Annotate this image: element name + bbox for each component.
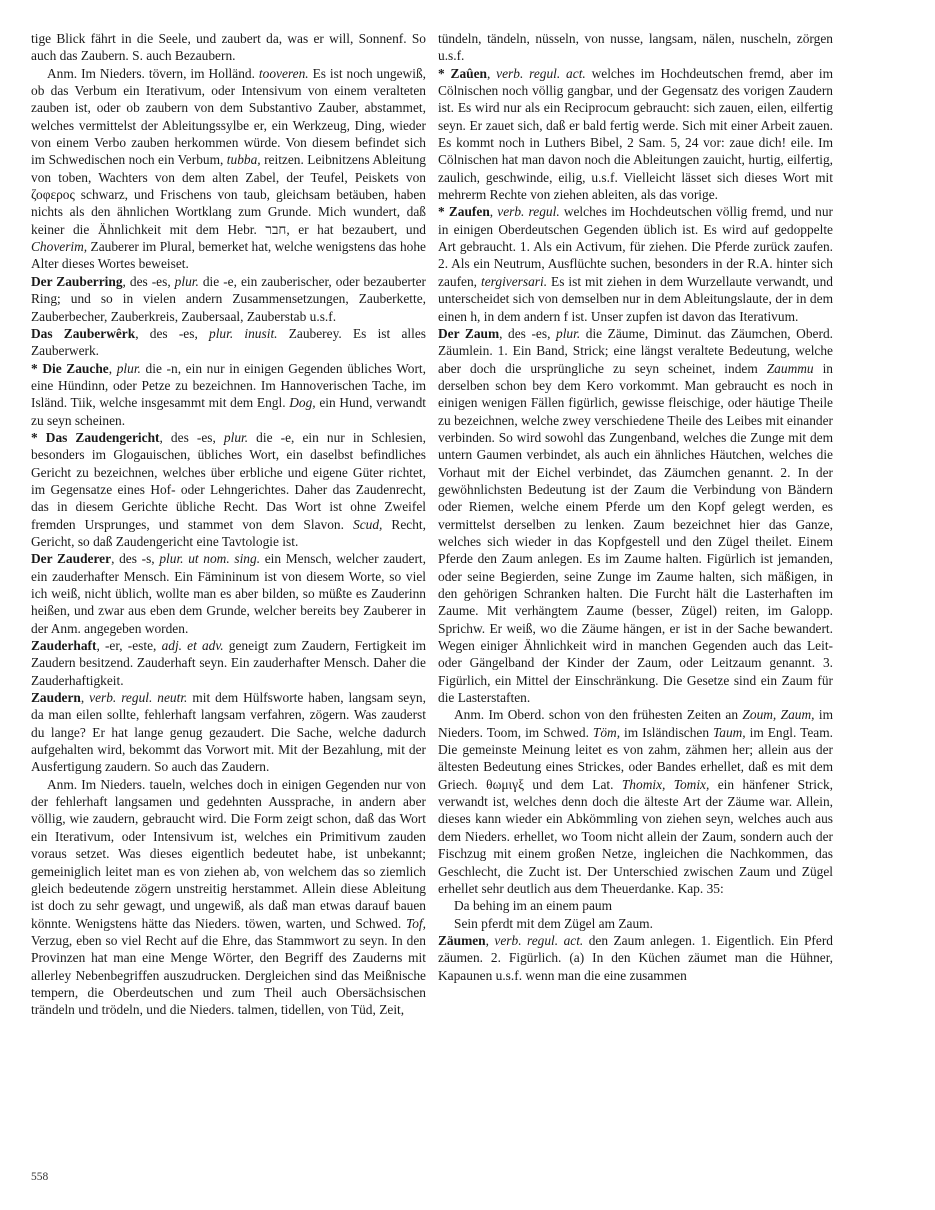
- dictionary-entry: * Zaûen, verb. regul. act. welches im Hochdeutschen fremd, aber im Cölnischen noch völlig gangbar, und der Gegensatz des vorigen Zaudern ist. Es wird nur als ein Reciprocum gebraucht: sich zauen, eilen, eilfertig seyn. Er zauet sich, daß er bald fertig werde. Sich mit einer Arbeit zauen. Es kommt noch in Luthers Bibel, 2 Sam. 5, 24 vor: zaue dich! eile. Im Cölnischen hat man davon noch die Ableitungen zauicht, hurtig, eilfertig, zaulich, geschwinde, eilig, u.s.f. Vielleicht lässet sich dieses Wort mit mehrerm Rechte von ziehen ableiten, als das vorige.: [438, 65, 833, 203]
- dictionary-entry: Zaudern, verb. regul. neutr. mit dem Hülfsworte haben, langsam seyn, da man eilen sollte, fehlerhaft langsam verfahren, zögern. Was zauderst du lange? Er hat lange genug gezaudert. Die Sache, welche dadurch aufgehalten wird, bekommt das Vorwort mit. Mit der Bezahlung, mit der Ausfertigung zaudern. So auch das Zaudern.: [31, 690, 426, 775]
- right-column: [438, 30, 833, 984]
- page-number: 558: [31, 1171, 49, 1183]
- dictionary-entry: Zauderhaft, -er, -este, adj. et adv. geneigt zum Zaudern, Fertigkeit im Zaudern besitzend. Zauderhaft seyn. Ein zauderhafter Mensch. Daher die Zauderhaftigkeit.: [31, 638, 426, 688]
- paragraph: tündeln, tändeln, nüsseln, von nusse, langsam, nälen, nuscheln, zörgen u.s.f.: [438, 31, 833, 64]
- dictionary-entry: Der Zauberring, des -es, plur. die -e, ein zauberischer, oder bezauberter Ring; und so in vielen andern Zusammensetzungen, Zauberkette, Zauberbecher, Zauberkreis, Zaubersaal, Zauberstab u.s.f.: [31, 273, 426, 324]
- paragraph: tige Blick fährt in die Seele, und zaubert da, was er will, Sonnenf. So auch das Zaubern. S. auch Bezaubern.: [31, 31, 426, 64]
- left-column: [31, 30, 426, 1019]
- dictionary-entry: * Das Zaudengericht, des -es, plur. die -e, ein nur in Schlesien, besonders im Glogauischen, übliches Wort, ein daselbst befindliches Gericht zu bezeichnen, welches über erbliche und eigene Güter richtet, im Gegensatze eines Hof- oder Lehngerichtes. Daher das Zaudenrecht, das in diesem Gerichte übliche Recht. Das Wort ist ohne Zweifel fremden Ursprunges, und stammet von dem Slavon. Scud, Recht, Gericht, so daß Zaudengericht eine Tavtologie ist.: [31, 429, 426, 549]
- dictionary-entry: * Die Zauche, plur. die -n, ein nur in einigen Gegenden übliches Wort, eine Hündinn, oder Petze zu bezeichnen. Im Hannoverischen Tache, im Isländ. Tiik, welche insgesammt mit dem Engl. Dog, ein Hund, verwandt zu seyn scheinen.: [31, 360, 427, 428]
- dictionary-entry: * Zaufen, verb. regul. welches im Hochdeutschen völlig fremd, und nur in einigen Oberdeutschen Gegenden üblich ist. Es wird auf gedoppelte Art gebraucht. 1. Als ein Activum, für ziehen. Die Pferde zurück zaufen. 2. Als ein Neutrum, Ausflüchte suchen, besonders in der R.A. hinter sich zaufen, tergiversari. Es ist mit ziehen in dem Wurzellaute verwandt, und unterscheidet sich von demselben nur in dem Ableitungslaute, der in dem einen h, in dem andern f ist. Unser zupfen ist davon das Iterativum.: [438, 204, 833, 324]
- paragraph: Anm. Im Nieders. taueln, welches doch in einigen Gegenden nur von der fehlerhaft langsamen und gedehnten Aussprache, in andern aber völlig, wie zaudern, gebraucht wird. Die Form zeigt schon, daß das Wort ein Iterativum, oder Intensivum ist, welches ein Primitivum zauden voraus setzet. Was dieses eigentlich bedeutet habe, ist unbekannt; gemeiniglich leitet man es von ziehen ab, von welchem das so ziemlich gleich bedeutende zögern unstreitig herstammet. Allein diese Ableitung ist doch zu sehr gewagt, und ungewiß, als daß man etwas darauf bauen könnte. Wenigstens hätte das Nieders. töwen, warten, und Schwed. Tof, Verzug, eben so viel Recht auf die Ehre, das Stammwort zu seyn. In den Provinzen hat man eine Menge Wörter, den Begriff des Zauderns mit allerley Nebenbegriffen auszudrucken. Dergleichen sind das Meißnische tempern, die Oberdeutschen und zum Theil auch Obersächsischen trändeln und trödeln, und die Nieders. talmen, tidellen, von Tüd, Zeit,: [31, 776, 426, 1018]
- verse-line: Da behing im an einem paum: [454, 898, 613, 914]
- verse-line: Sein pferdt mit dem Zügel am Zaum.: [454, 915, 653, 931]
- paragraph: Anm. Im Nieders. tövern, im Holländ. tooveren. Es ist noch ungewiß, ob das Verbum ein Iterativum, oder Intensivum von einem veralteten zauben ist, oder ob zaubern von dem Substantivo Zauber, abstammet, welches vermittelst der Ableitungssylbe er, ein Werkzeug, Ding, wieder von einem Verbo zauben herkommen würde. Von diesem befindet sich im Schwedischen noch ein Verbum, tubba, reitzen. Leibnitzens Ableitung von toben, Wachters von dem alten Zabel, der Teufel, Peiskets von ζοφερος schwarz, und Frischens von taub, gleichsam betäuben, haben nichts als den ähnlichen Wortklang zum Grunde. Mich wundert, daß keiner die Ähnlichkeit mit dem Hebr. חבר, er hat bezaubert, und Choverim, Zauberer im Plural, bemerket hat, welche wenigstens das hohe Alter dieses Wortes beweiset.: [31, 65, 426, 272]
- paragraph: Anm. Im Oberd. schon von den frühesten Zeiten an Zoum, Zaum, im Nieders. Toom, im Schwed. Töm, im Isländischen Taum, im Engl. Team. Die gemeinste Meinung leitet es von zahm, zähmen her; allein aus der ältesten Bedeutung eines Strickes, oder Bandes erhellet, daß es mit dem Griech. θωμιγξ und dem Lat. Thomix, Tomix, ein hänfener Strick, verwandt ist, welches denn doch die älteste Art der Zäume war. Allein, dieses kann wieder ein Abkömmling von ziehen seyn, welches auch aus dem Nieders. erhellet, wo Toom nicht allein der Zaum, sondern auch der Fischzug mit einem großen Netze, ingleichen die Nachkommen, das Geschlecht, die Zucht ist. Der Unterschied zwischen Zaum und Zügel erhellet sehr deutlich aus dem Theuerdanke. Kap. 35:: [438, 707, 833, 896]
- dictionary-entry: Der Zauderer, des -s, plur. ut nom. sing. ein Mensch, welcher zaudert, ein zauderhafter Mensch. Ein Fämininum ist von diesem Worte, so viel ich weiß, nicht üblich, wollte man es aber bilden, so müßte es Zauderinn heißen, und zwar aus eben dem Grunde, welcher bereits bey Zauberer in der Anm. angegeben worden.: [31, 551, 426, 636]
- dictionary-entry: Der Zaum, des -es, plur. die Zäume, Diminut. das Zäumchen, Oberd. Zäumlein. 1. Ein Band, Strick; eine längst veraltete Bedeutung, welche aber doch die ursprüngliche zu seyn scheinet, indem Zaummu in derselben schon bey dem Kero vorkommt. Man gebraucht es noch in einigen wenigen Fällen figürlich, gewisse fleischige, oder häutige Theile zu bezeichnen, welche zwey verschiedene Theile des Leibes mit einander verbinden. So wird sowohl das Zungenband, welches die Zunge mit dem untern Gaumen verbindet, als auch ein ähnliches Häutchen, welches die Vorhaut mit der Eichel verbindet, das Zäumchen genannt. 2. In der gewöhnlichsten Bedeutung ist der Zaum die Verbindung von Bändern oder Riemen, welche einem Pferde um den Kopf gelegt werden, es vermittelst derselben zu lenken. Zaum bezeichnet hier das Ganze, welches sich wieder in das Kopfgestell und den Zügel theilet. Einem Pferde den Zaum anlegen. Es im Zaume halten. Figürlich ist jemanden, oder seine Begierden, seine Zunge im Zaume halten, sich mäßigen, in den gehörigen Schranken halten. Die Furcht hält die Lasterhaften im Zaume. Mit verhängtem Zaume (besser, Zügel) reiten, im Galopp. Sprichw. Er weiß, wo die Zäume hängen, er ist in der Sache bewandert. Wegen einiger Ähnlichkeit wird in manchen Gegenden auch das Leit- oder Gängelband der Kinder der Zaum, oder Leitzaum genannt. 3. Figürlich, ein Mittel der Einschränkung. Die Gesetze sind ein Zaum für die Lasterstaften.: [438, 325, 833, 706]
- dictionary-entry: Zäumen, verb. regul. act. den Zaum anlegen. 1. Eigentlich. Ein Pferd zäumen. 2. Figürlich. (a) In den Küchen zäumet man die Hühner, Kapaunen u.s.f. wenn man die eine zusammen: [438, 932, 833, 983]
- dictionary-entry: Das Zauberwêrk, des -es, plur. inusit. Zauberey. Es ist alles Zauberwerk.: [31, 325, 426, 359]
